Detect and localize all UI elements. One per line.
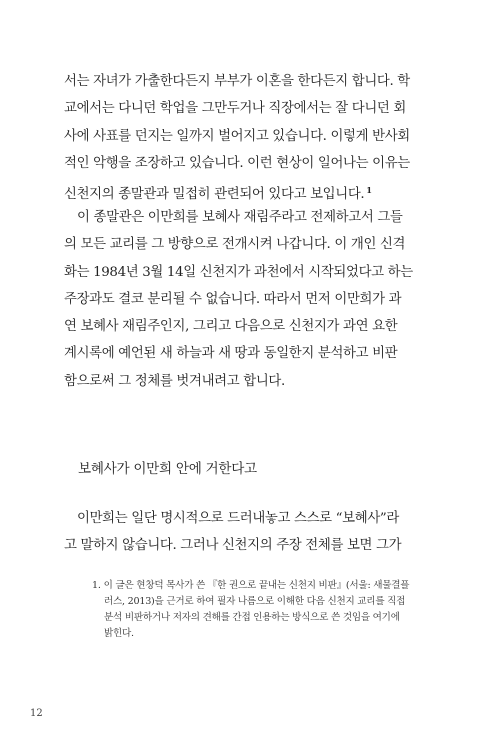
footnote-line — [92, 578, 442, 594]
text-line: 고 말하지 않습니다. 그러나 신천지의 주장 전체를 보면 그가 — [64, 538, 402, 554]
text-line: 계시록에 예언된 새 하늘과 새 땅과 동일한지 분석하고 비판 — [64, 346, 398, 362]
footnote-text: 이 글은 현창덕 목사가 쓴 『한 권으로 끝내는 신천지 비판』(서울: 새물결플 — [103, 580, 410, 591]
text-line: 교에서는 다니던 학업을 그만두거나 직장에서는 잘 다니던 회 — [64, 101, 406, 117]
section-heading: 보혜사가 이만희 안에 거한다고 — [78, 461, 257, 477]
text-line: 의 모든 교리를 그 방향으로 전개시켜 나갑니다. 이 개인 신격 — [64, 237, 406, 253]
footnote-line: 러스, 2013)을 근거로 하여 필자 나름으로 이해한 다음 신천지 교리를 직접 — [104, 596, 406, 607]
paragraph-3 — [64, 505, 440, 560]
paragraph-1 — [64, 68, 440, 208]
text-line: 함으로써 그 정체를 벗겨내려고 합니다. — [64, 373, 285, 389]
footnote — [92, 578, 442, 642]
text-line: 이 종말관은 이만희를 보혜사 재림주라고 전제하고서 그들 — [77, 210, 403, 225]
text-line: 주장과도 결코 분리될 수 없습니다. 따라서 먼저 이만희가 과 — [64, 291, 402, 307]
text-line: 이만희는 일단 명시적으로 드러내놓고 스스로 “보혜사”라 — [77, 511, 399, 526]
text-line-content: 신천지의 종말관과 밀접히 관련되어 있다고 보입니다. — [64, 187, 365, 203]
footnote-line: 분석 비판하거나 저자의 견해를 간접 인용하는 방식으로 쓴 것임을 여기에 — [104, 612, 400, 623]
footnote-reference: 1 — [366, 185, 372, 196]
footnote-line: 밝힌다. — [104, 628, 134, 639]
text-line: 연 보혜사 재림주인지, 그리고 다음으로 신천지가 과연 요한 — [64, 319, 398, 335]
text-line: 적인 악행을 조장하고 있습니다. 이런 현상이 일어나는 이유는 — [64, 155, 410, 171]
text-line: 화는 1984년 3월 14일 신천지가 과천에서 시작되었다고 하는 — [64, 264, 413, 280]
text-line: 서는 자녀가 가출한다든지 부부가 이혼을 한다든지 합니다. 학 — [64, 74, 410, 89]
text-line: 사에 사표를 던지는 일까지 벌어지고 있습니다. 이렇게 반사회 — [64, 128, 410, 144]
page-number: 12 — [30, 708, 43, 719]
footnote-number: 1. — [92, 580, 101, 591]
paragraph-2 — [64, 204, 440, 395]
